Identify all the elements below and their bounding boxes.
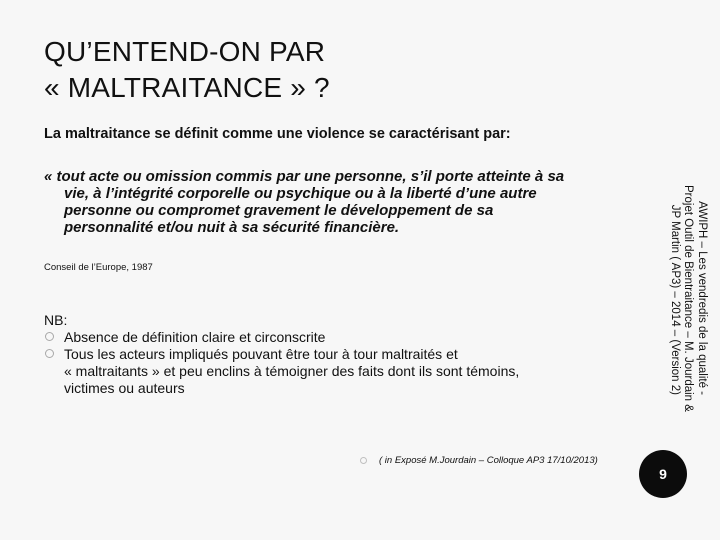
nb-list-item — [44, 346, 614, 397]
hollow-circle-bullet-icon — [45, 349, 54, 358]
nb-item-line: Absence de définition claire et circonscrite — [64, 329, 326, 345]
quote-line: personne ou compromet gravement le développement de sa — [64, 202, 494, 219]
nb-label: NB: — [44, 312, 68, 328]
nb-section — [44, 312, 614, 397]
nb-item-line: Tous les acteurs impliqués pouvant être tour à tour maltraités et — [64, 346, 458, 362]
intro-text: La maltraitance se définit comme une violence se caractérisant par: — [44, 126, 511, 142]
page-number: 9 — [659, 466, 667, 482]
title-line: « MALTRAITANCE » ? — [44, 72, 330, 103]
quote-source: Conseil de l’Europe, 1987 — [44, 262, 153, 273]
page-number-badge — [639, 450, 687, 498]
nb-item-line: « maltraitants » et peu enclins à témoigner des faits dont ils sont témoins, — [64, 363, 520, 379]
reference-text: ( in Exposé M.Jourdain – Colloque AP3 17/10/2013) — [379, 455, 598, 466]
quote-line: « tout acte ou omission commis par une personne, s’il porte atteinte à sa — [44, 168, 565, 185]
definition-quote — [44, 168, 612, 236]
nb-list-item — [44, 329, 614, 346]
title-line: QU’ENTEND-ON PAR — [44, 36, 326, 67]
side-note-line: AWIPH – Les vendredis de la qualité - — [696, 201, 708, 395]
nb-item-line: victimes ou auteurs — [64, 380, 185, 396]
vertical-footer-note — [668, 185, 709, 412]
hollow-circle-bullet-icon — [45, 332, 54, 341]
reference-note — [360, 455, 598, 466]
quote-line: vie, à l’intégrité corporelle ou psychique ou à la liberté d’une autre — [64, 185, 537, 202]
quote-line: personnalité et/ou nuit à sa sécurité financière. — [64, 219, 400, 236]
slide-title — [44, 34, 604, 106]
side-note-line: Projet Outil de Bientraitance – M. Jourdain & — [682, 185, 695, 412]
small-circle-marker-icon — [360, 457, 367, 464]
side-note-line: JP Martin ( AP3) – 2014 – (Version 2) — [669, 204, 681, 395]
